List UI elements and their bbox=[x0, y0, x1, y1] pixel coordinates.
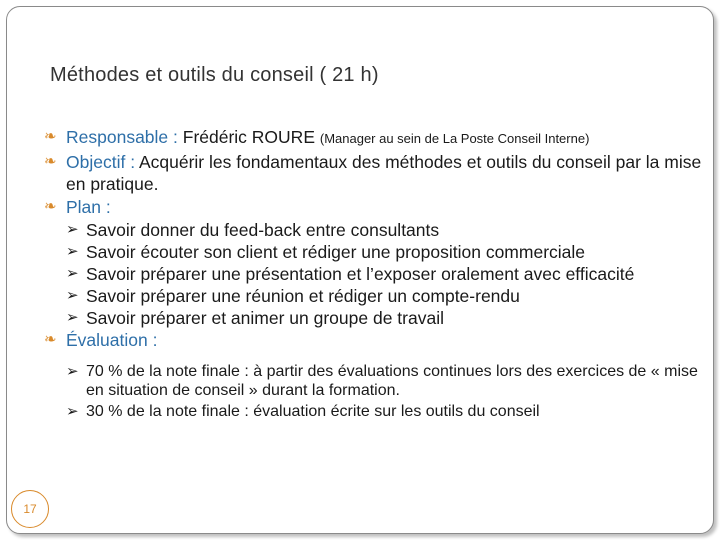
page-number: 17 bbox=[11, 490, 49, 528]
evaluation-item: ➢ 30 % de la note finale : évaluation écrite sur les outils du conseil bbox=[66, 403, 540, 420]
arrow-bullet-icon: ➢ bbox=[66, 287, 79, 304]
plan-item: ➢ Savoir préparer une réunion et rédiger un compte-rendu bbox=[66, 286, 520, 306]
bullet-evaluation bbox=[44, 329, 704, 351]
slide-body bbox=[44, 126, 704, 423]
bullet-plan bbox=[44, 196, 704, 218]
bullet-objectif bbox=[44, 151, 704, 195]
evaluation-item: ➢ 70 % de la note finale : à partir des évaluations continues lors des exercices de « mise en situation de conseil » durant la formation. bbox=[66, 363, 698, 399]
responsable-label: Responsable : bbox=[66, 127, 183, 147]
plan-item: ➢ Savoir préparer une présentation et l’exposer oralement avec efficacité bbox=[66, 264, 635, 284]
flourish-bullet-icon: ❧ bbox=[44, 153, 57, 170]
objectif-text: Acquérir les fondamentaux des méthodes et outils du conseil par la mise en pratique. bbox=[66, 152, 702, 194]
flourish-bullet-icon: ❧ bbox=[44, 331, 57, 348]
flourish-bullet-icon: ❧ bbox=[44, 198, 57, 215]
plan-item: ➢ Savoir écouter son client et rédiger une proposition commerciale bbox=[66, 242, 586, 262]
flourish-bullet-icon: ❧ bbox=[44, 128, 57, 145]
plan-label: Plan : bbox=[66, 197, 111, 217]
arrow-bullet-icon: ➢ bbox=[66, 221, 79, 238]
plan-item: ➢ Savoir donner du feed-back entre consultants bbox=[66, 220, 440, 240]
arrow-bullet-icon: ➢ bbox=[66, 309, 79, 326]
evaluation-label: Évaluation : bbox=[66, 330, 158, 350]
objectif-label: Objectif : bbox=[66, 152, 139, 172]
plan-item: ➢ Savoir préparer et animer un groupe de travail bbox=[66, 308, 444, 328]
responsable-note: (Manager au sein de La Poste Conseil Interne) bbox=[319, 131, 590, 146]
arrow-bullet-icon: ➢ bbox=[66, 403, 79, 420]
slide-title: Méthodes et outils du conseil ( 21 h) bbox=[50, 64, 379, 86]
arrow-bullet-icon: ➢ bbox=[66, 243, 79, 260]
arrow-bullet-icon: ➢ bbox=[66, 265, 79, 282]
arrow-bullet-icon: ➢ bbox=[66, 363, 79, 380]
bullet-responsable bbox=[44, 126, 704, 150]
responsable-name: Frédéric ROURE bbox=[182, 127, 320, 147]
